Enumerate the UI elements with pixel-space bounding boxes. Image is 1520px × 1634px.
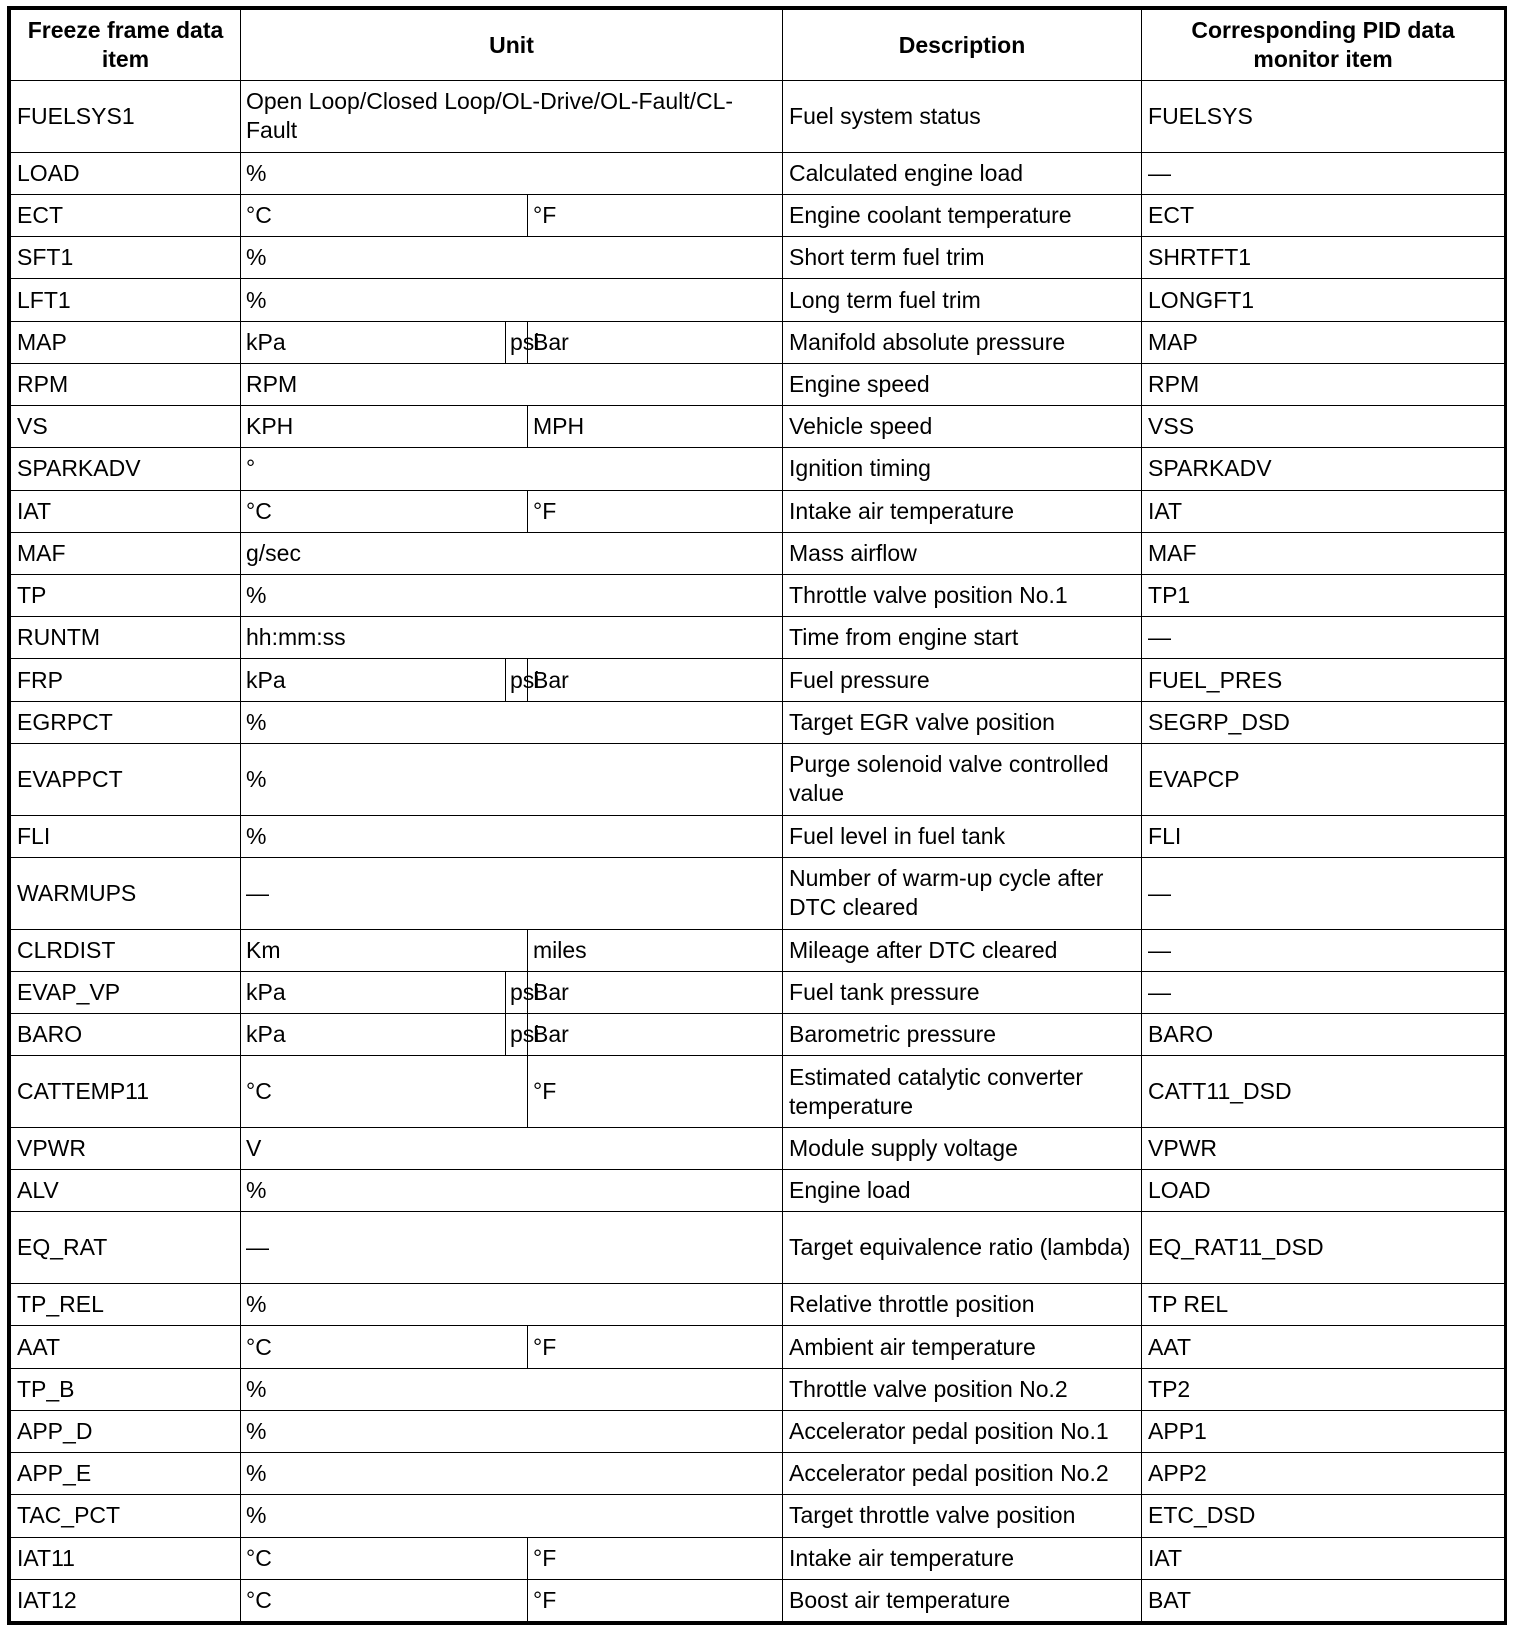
cell-unit: % bbox=[241, 1170, 783, 1212]
cell-description: Engine load bbox=[783, 1170, 1142, 1212]
cell-unit: V bbox=[241, 1128, 783, 1170]
cell-unit-metric: °C bbox=[241, 1056, 528, 1128]
cell-pid: EQ_RAT11_DSD bbox=[1142, 1212, 1505, 1284]
table-row bbox=[11, 815, 1505, 857]
table-row bbox=[11, 701, 1505, 743]
cell-pid: TP REL bbox=[1142, 1284, 1505, 1326]
cell-item: IAT11 bbox=[11, 1537, 241, 1579]
cell-item: RPM bbox=[11, 363, 241, 405]
cell-unit: — bbox=[241, 1212, 783, 1284]
cell-pid: TP1 bbox=[1142, 574, 1505, 616]
cell-unit-psi: psi bbox=[506, 1014, 528, 1056]
cell-description: Vehicle speed bbox=[783, 406, 1142, 448]
cell-description: Target equivalence ratio (lambda) bbox=[783, 1212, 1142, 1284]
table-row bbox=[11, 857, 1505, 929]
cell-pid: LONGFT1 bbox=[1142, 279, 1505, 321]
cell-unit: % bbox=[241, 1284, 783, 1326]
cell-unit-imperial: miles bbox=[528, 929, 783, 971]
cell-item: ALV bbox=[11, 1170, 241, 1212]
cell-unit-imperial: °F bbox=[528, 1056, 783, 1128]
table-row bbox=[11, 1453, 1505, 1495]
header-pid: Corresponding PID data monitor item bbox=[1142, 10, 1505, 81]
cell-item: ECT bbox=[11, 194, 241, 236]
cell-description: Fuel level in fuel tank bbox=[783, 815, 1142, 857]
cell-unit-metric: °C bbox=[241, 1537, 528, 1579]
cell-pid: — bbox=[1142, 617, 1505, 659]
cell-description: Time from engine start bbox=[783, 617, 1142, 659]
cell-unit: % bbox=[241, 701, 783, 743]
cell-description: Throttle valve position No.2 bbox=[783, 1368, 1142, 1410]
cell-description: Short term fuel trim bbox=[783, 237, 1142, 279]
table-row bbox=[11, 574, 1505, 616]
cell-pid: BAT bbox=[1142, 1579, 1505, 1621]
header-description: Description bbox=[783, 10, 1142, 81]
cell-pid: APP2 bbox=[1142, 1453, 1505, 1495]
cell-pid: TP2 bbox=[1142, 1368, 1505, 1410]
cell-unit: RPM bbox=[241, 363, 783, 405]
cell-unit-metric: kPa bbox=[241, 1014, 506, 1056]
table-row bbox=[11, 1056, 1505, 1128]
cell-item: TP bbox=[11, 574, 241, 616]
cell-pid: APP1 bbox=[1142, 1410, 1505, 1452]
freeze-frame-table bbox=[10, 9, 1505, 1622]
cell-item: AAT bbox=[11, 1326, 241, 1368]
cell-unit-metric: °C bbox=[241, 1579, 528, 1621]
cell-item: LOAD bbox=[11, 152, 241, 194]
cell-item: IAT bbox=[11, 490, 241, 532]
cell-description: Calculated engine load bbox=[783, 152, 1142, 194]
cell-unit-bar: Bar bbox=[528, 321, 783, 363]
cell-description: Boost air temperature bbox=[783, 1579, 1142, 1621]
table-row bbox=[11, 1212, 1505, 1284]
cell-item: LFT1 bbox=[11, 279, 241, 321]
cell-item: EGRPCT bbox=[11, 701, 241, 743]
cell-pid: LOAD bbox=[1142, 1170, 1505, 1212]
cell-unit-bar: Bar bbox=[528, 659, 783, 701]
cell-item: RUNTM bbox=[11, 617, 241, 659]
cell-description: Estimated catalytic converter temperature bbox=[783, 1056, 1142, 1128]
table-row bbox=[11, 1014, 1505, 1056]
cell-pid: — bbox=[1142, 152, 1505, 194]
cell-description: Mileage after DTC cleared bbox=[783, 929, 1142, 971]
table-row bbox=[11, 279, 1505, 321]
table-row bbox=[11, 81, 1505, 153]
cell-item: MAP bbox=[11, 321, 241, 363]
cell-pid: IAT bbox=[1142, 1537, 1505, 1579]
cell-unit-imperial: MPH bbox=[528, 406, 783, 448]
cell-unit-imperial: °F bbox=[528, 490, 783, 532]
table-row bbox=[11, 929, 1505, 971]
cell-item: TP_REL bbox=[11, 1284, 241, 1326]
cell-description: Long term fuel trim bbox=[783, 279, 1142, 321]
cell-item: IAT12 bbox=[11, 1579, 241, 1621]
table-row bbox=[11, 1170, 1505, 1212]
cell-item: FUELSYS1 bbox=[11, 81, 241, 153]
cell-unit-metric: KPH bbox=[241, 406, 528, 448]
cell-pid: — bbox=[1142, 971, 1505, 1013]
cell-item: WARMUPS bbox=[11, 857, 241, 929]
header-unit: Unit bbox=[241, 10, 783, 81]
table-row bbox=[11, 1284, 1505, 1326]
cell-item: TAC_PCT bbox=[11, 1495, 241, 1537]
cell-item: FRP bbox=[11, 659, 241, 701]
cell-unit-metric: °C bbox=[241, 490, 528, 532]
cell-pid: EVAPCP bbox=[1142, 743, 1505, 815]
cell-description: Fuel tank pressure bbox=[783, 971, 1142, 1013]
cell-pid: SPARKADV bbox=[1142, 448, 1505, 490]
table-row bbox=[11, 363, 1505, 405]
cell-pid: AAT bbox=[1142, 1326, 1505, 1368]
table-row bbox=[11, 1128, 1505, 1170]
cell-unit: % bbox=[241, 152, 783, 194]
cell-unit: ° bbox=[241, 448, 783, 490]
cell-unit: % bbox=[241, 574, 783, 616]
cell-pid: ECT bbox=[1142, 194, 1505, 236]
cell-unit: Open Loop/Closed Loop/OL-Drive/OL-Fault/CL-Fault bbox=[241, 81, 783, 153]
cell-unit-imperial: °F bbox=[528, 194, 783, 236]
cell-item: TP_B bbox=[11, 1368, 241, 1410]
cell-description: Fuel system status bbox=[783, 81, 1142, 153]
table-row bbox=[11, 743, 1505, 815]
table-row bbox=[11, 152, 1505, 194]
cell-unit-psi: psi bbox=[506, 971, 528, 1013]
cell-description: Barometric pressure bbox=[783, 1014, 1142, 1056]
cell-item: SFT1 bbox=[11, 237, 241, 279]
cell-description: Fuel pressure bbox=[783, 659, 1142, 701]
cell-item: CLRDIST bbox=[11, 929, 241, 971]
table-row bbox=[11, 490, 1505, 532]
header-item: Freeze frame data item bbox=[11, 10, 241, 81]
cell-item: CATTEMP11 bbox=[11, 1056, 241, 1128]
table-row bbox=[11, 617, 1505, 659]
cell-description: Throttle valve position No.1 bbox=[783, 574, 1142, 616]
cell-item: EQ_RAT bbox=[11, 1212, 241, 1284]
cell-unit-metric: Km bbox=[241, 929, 528, 971]
cell-description: Engine speed bbox=[783, 363, 1142, 405]
cell-description: Manifold absolute pressure bbox=[783, 321, 1142, 363]
cell-unit-imperial: °F bbox=[528, 1579, 783, 1621]
cell-unit: % bbox=[241, 279, 783, 321]
table-row bbox=[11, 1326, 1505, 1368]
cell-pid: FLI bbox=[1142, 815, 1505, 857]
cell-pid: MAF bbox=[1142, 532, 1505, 574]
cell-description: Ambient air temperature bbox=[783, 1326, 1142, 1368]
cell-pid: VSS bbox=[1142, 406, 1505, 448]
table-row bbox=[11, 532, 1505, 574]
cell-pid: IAT bbox=[1142, 490, 1505, 532]
cell-unit: hh:mm:ss bbox=[241, 617, 783, 659]
table-row bbox=[11, 971, 1505, 1013]
cell-unit: g/sec bbox=[241, 532, 783, 574]
cell-pid: ETC_DSD bbox=[1142, 1495, 1505, 1537]
cell-unit-metric: kPa bbox=[241, 659, 506, 701]
cell-unit: % bbox=[241, 237, 783, 279]
table-frame bbox=[7, 6, 1507, 1625]
cell-unit: % bbox=[241, 1368, 783, 1410]
table-row bbox=[11, 1495, 1505, 1537]
cell-unit-psi: psi bbox=[506, 321, 528, 363]
cell-description: Target EGR valve position bbox=[783, 701, 1142, 743]
cell-pid: RPM bbox=[1142, 363, 1505, 405]
cell-item: APP_E bbox=[11, 1453, 241, 1495]
cell-description: Purge solenoid valve controlled value bbox=[783, 743, 1142, 815]
cell-pid: CATT11_DSD bbox=[1142, 1056, 1505, 1128]
cell-unit-metric: kPa bbox=[241, 321, 506, 363]
cell-description: Engine coolant temperature bbox=[783, 194, 1142, 236]
table-row bbox=[11, 1579, 1505, 1621]
table-row bbox=[11, 448, 1505, 490]
cell-item: EVAPPCT bbox=[11, 743, 241, 815]
cell-unit-psi: psi bbox=[506, 659, 528, 701]
cell-description: Mass airflow bbox=[783, 532, 1142, 574]
cell-description: Intake air temperature bbox=[783, 490, 1142, 532]
cell-unit: % bbox=[241, 1453, 783, 1495]
cell-item: MAF bbox=[11, 532, 241, 574]
cell-unit-metric: °C bbox=[241, 1326, 528, 1368]
cell-unit: % bbox=[241, 1495, 783, 1537]
cell-description: Module supply voltage bbox=[783, 1128, 1142, 1170]
cell-pid: MAP bbox=[1142, 321, 1505, 363]
table-row bbox=[11, 194, 1505, 236]
cell-pid: FUEL_PRES bbox=[1142, 659, 1505, 701]
cell-pid: SEGRP_DSD bbox=[1142, 701, 1505, 743]
cell-unit-metric: kPa bbox=[241, 971, 506, 1013]
table-row bbox=[11, 659, 1505, 701]
cell-description: Relative throttle position bbox=[783, 1284, 1142, 1326]
table-row bbox=[11, 406, 1505, 448]
cell-item: VS bbox=[11, 406, 241, 448]
cell-item: VPWR bbox=[11, 1128, 241, 1170]
cell-pid: FUELSYS bbox=[1142, 81, 1505, 153]
cell-item: APP_D bbox=[11, 1410, 241, 1452]
table-row bbox=[11, 321, 1505, 363]
cell-description: Intake air temperature bbox=[783, 1537, 1142, 1579]
cell-pid: BARO bbox=[1142, 1014, 1505, 1056]
table-row bbox=[11, 1537, 1505, 1579]
cell-item: SPARKADV bbox=[11, 448, 241, 490]
cell-pid: — bbox=[1142, 929, 1505, 971]
cell-pid: SHRTFT1 bbox=[1142, 237, 1505, 279]
cell-pid: VPWR bbox=[1142, 1128, 1505, 1170]
cell-description: Target throttle valve position bbox=[783, 1495, 1142, 1537]
table-row bbox=[11, 237, 1505, 279]
cell-item: BARO bbox=[11, 1014, 241, 1056]
header-row bbox=[11, 10, 1505, 81]
cell-item: FLI bbox=[11, 815, 241, 857]
cell-unit-imperial: °F bbox=[528, 1326, 783, 1368]
cell-unit: % bbox=[241, 743, 783, 815]
cell-unit: % bbox=[241, 815, 783, 857]
cell-unit-bar: Bar bbox=[528, 1014, 783, 1056]
cell-item: EVAP_VP bbox=[11, 971, 241, 1013]
cell-unit: % bbox=[241, 1410, 783, 1452]
cell-pid: — bbox=[1142, 857, 1505, 929]
cell-description: Accelerator pedal position No.2 bbox=[783, 1453, 1142, 1495]
cell-unit: — bbox=[241, 857, 783, 929]
cell-unit-bar: Bar bbox=[528, 971, 783, 1013]
table-row bbox=[11, 1368, 1505, 1410]
table-row bbox=[11, 1410, 1505, 1452]
cell-description: Ignition timing bbox=[783, 448, 1142, 490]
cell-description: Number of warm-up cycle after DTC cleared bbox=[783, 857, 1142, 929]
cell-unit-imperial: °F bbox=[528, 1537, 783, 1579]
cell-unit-metric: °C bbox=[241, 194, 528, 236]
cell-description: Accelerator pedal position No.1 bbox=[783, 1410, 1142, 1452]
